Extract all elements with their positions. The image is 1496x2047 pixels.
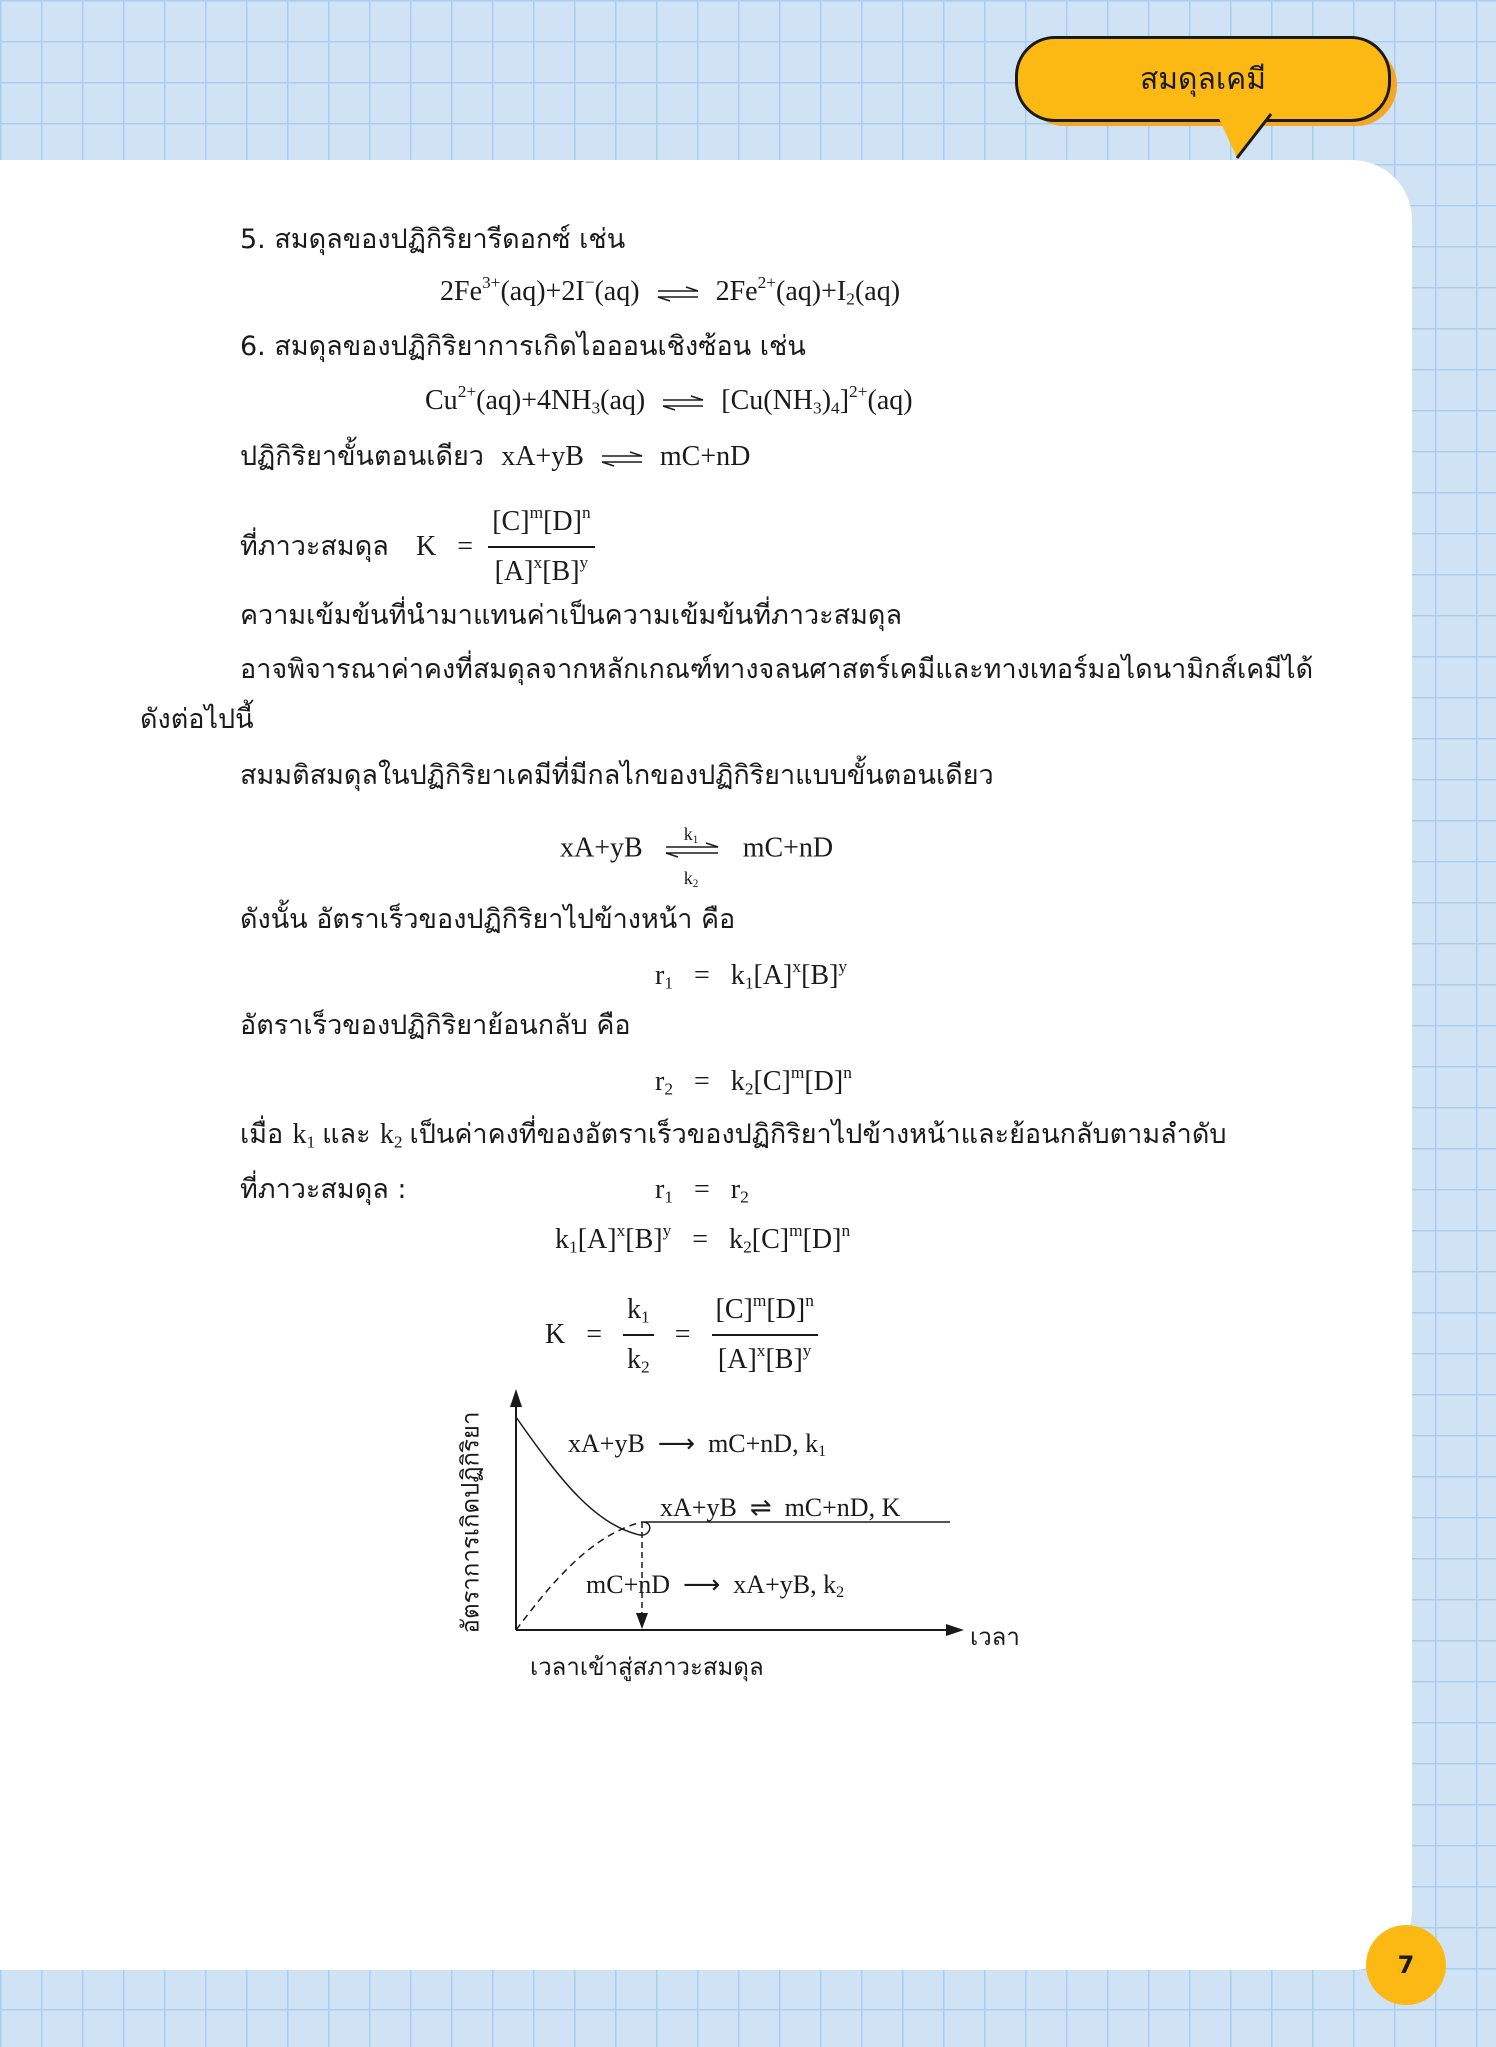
rate-constant-note: เมื่อ $k_1$ และ $k_2$ เป็นค่าคงที่ของอัตราเร็วของปฏิกิริยาไปข้างหน้าและย้อนกลับตามลำดับ [240,1119,1227,1152]
rate-time-graph [450,1385,1030,1685]
concentration-note: ความเข้มข้นที่นำมาแทนค่าเป็นความเข้มข้นที่ภาวะสมดุล [240,600,903,631]
equilibrium-arrow-icon [661,395,705,411]
rates-equal-equation: $r_1 = r_2$ [655,1174,749,1207]
reverse-rate-label: อัตราเร็วของปฏิกิริยาย้อนกลับ คือ [240,1010,631,1041]
forward-rate-label: ดังนั้น อัตราเร็วของปฏิกิริยาไปข้างหน้า คือ [240,904,736,935]
redox-equation: $2Fe^{3+}(aq)+2I^-(aq)$ $2Fe^{2+}(aq)+I_2(aq)$ [440,272,901,309]
k-ratio-equation: K = $\frac{k_1}{k_2}$ = $\frac{[C]^m[D]^n}{[A]^x[B]^y}$ [545,1288,824,1382]
forward-rate-equation: $r_1 = k_1[A]^x[B]^y$ [655,956,848,993]
forward-reaction-label: xA+yB ⟶ mC+nD, $k_1$ [568,1429,827,1461]
page-number: 7 [1397,1951,1415,1979]
chapter-tag [1015,36,1403,122]
k-fraction: $\frac{[C]^m[D]^n}{[A]^x[B]^y}$ [488,500,594,594]
consider-line-1: อาจพิจารณาค่าคงที่สมดุลจากหลักเกณฑ์ทางจลนศาสตร์เคมีและทางเทอร์มอไดนามิกส์เคมีได้ [240,654,1314,685]
item-6-heading: 6. สมดุลของปฏิกิริยาการเกิดไอออนเชิงซ้อน เช่น [240,331,806,362]
consider-line-2: ดังต่อไปนี้ [140,704,254,735]
rate-constant-equation: xA+yB $k_1$ $k_2$ mC+nD [560,824,834,890]
complex-ion-equation: $Cu^{2+}(aq)+4NH_3(aq)$ $[Cu(NH_3)_4]^{2+}(aq)$ [425,381,913,418]
chapter-tag-label: สมดุลเคมี [1139,61,1267,97]
page-number-badge [1366,1925,1446,2005]
at-equilibrium-colon-label: ที่ภาวะสมดุล : [240,1174,407,1205]
single-step-line: ปฏิกิริยาขั้นตอนเดียว xA+yB mC+nD [240,441,751,472]
single-step-label: ปฏิกิริยาขั้นตอนเดียว [240,441,484,472]
assume-line: สมมติสมดุลในปฏิกิริยาเคมีที่มีกลไกของปฏิกิริยาแบบขั้นตอนเดียว [240,760,994,791]
speech-tail-icon [1215,112,1275,162]
reverse-rate-equation: $r_2 = k_2[C]^m[D]^n$ [655,1062,852,1099]
equilibrium-arrow-icon [600,451,644,467]
k-expression-line: ที่ภาวะสมดุล K = $\frac{[C]^m[D]^n}{[A]^x[B]^y}$ [240,500,601,594]
reverse-reaction-label: mC+nD ⟶ xA+yB, $k_2$ [586,1570,845,1602]
y-axis-label: อัตราการเกิดปฏิกิริยา [456,1411,485,1634]
equilibrium-time-label: เวลาเข้าสู่สภาวะสมดุล [530,1653,764,1681]
equilibrium-arrow-icon [664,842,720,858]
equilibrium-arrow-icon [656,286,700,302]
rate-expression-equation: $k_1[A]^x[B]^y = k_2[C]^m[D]^n$ [555,1220,851,1257]
x-axis-label: เวลา [970,1623,1020,1651]
item-5-heading: 5. สมดุลของปฏิกิริยารีดอกซ์ เช่น [240,224,626,255]
equilibrium-reaction-label: xA+yB ⇌ mC+nD, K [660,1493,901,1523]
at-equilibrium-label: ที่ภาวะสมดุล [240,531,389,562]
chapter-tag-pill [1015,36,1391,122]
